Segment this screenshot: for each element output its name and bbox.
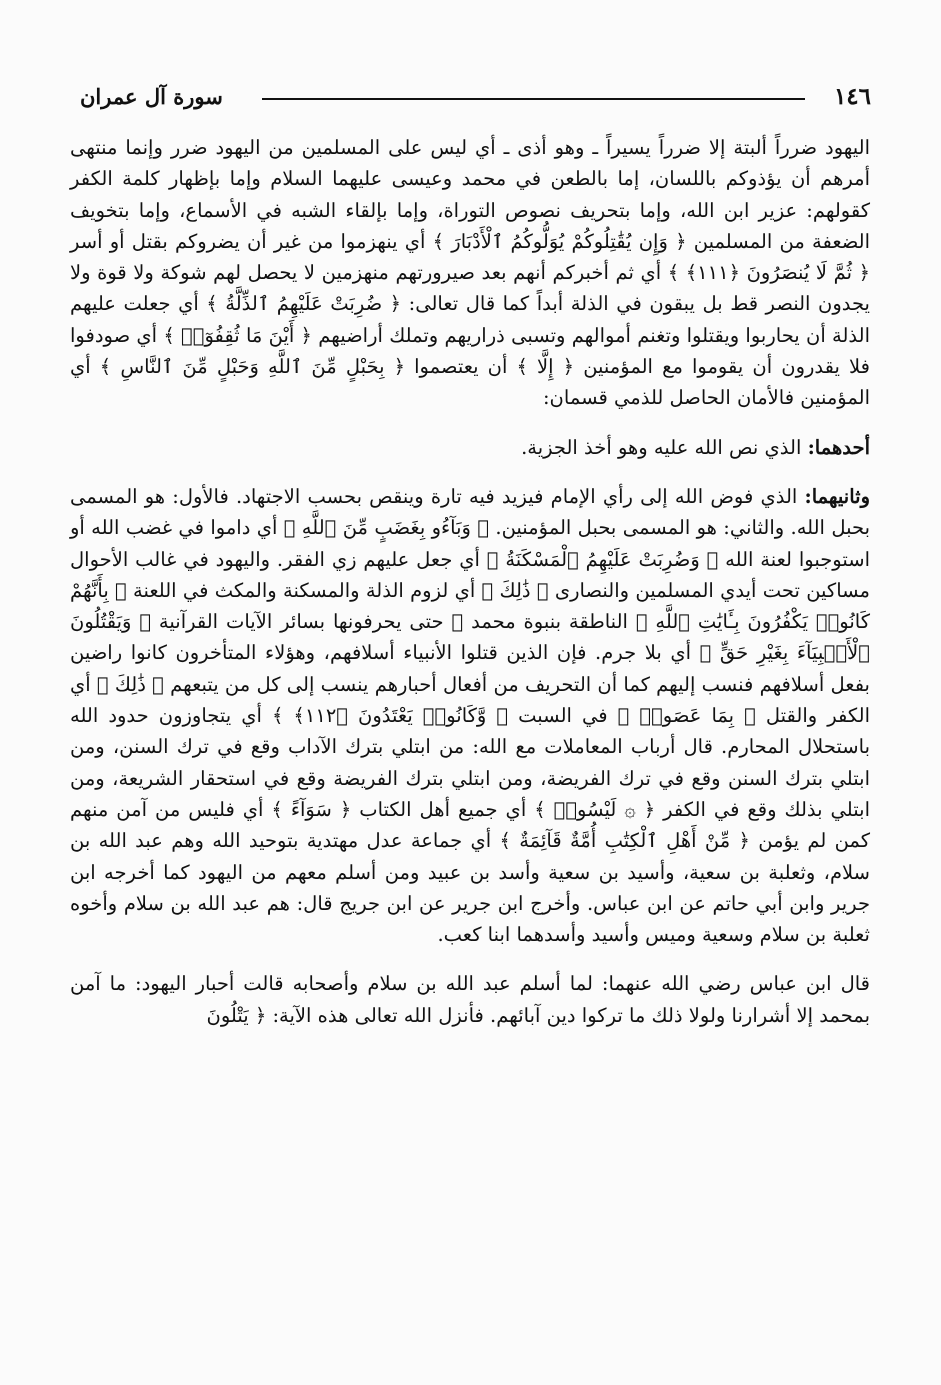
body-text xyxy=(70,132,870,1031)
paragraph-lead: وثانيهما: xyxy=(804,484,870,508)
paragraph-text: الذي نص الله عليه وهو أخذ الجزية. xyxy=(521,435,808,459)
sura-title: سورة آل عمران xyxy=(80,84,223,109)
page-header xyxy=(80,82,871,112)
paragraph-lead: أحدهما: xyxy=(807,435,870,459)
paragraph-text: الذي فوض الله إلى رأي الإمام فيزيد فيه تارة وينقص بحسب الاجتهاد. فالأول: هو المسمى بحبل الله. والثاني: هو المسمى بحبل المؤمنين. ﴿ وَبَآءُو بِغَضَبٍ مِّنَ ٱللَّهِ ﴾ أي داموا في غضب الله أو استوجبوا لعنة الله ﴿ وَضُرِبَتْ عَلَيْهِمُ ٱلْمَسْكَنَةُ ﴾ أي جعل عليهم زي الفقر. واليهود في غالب الأحوال مساكين تحت أيدي المسلمين والنصارى ﴿ ذَٰلِكَ ﴾ أي لزوم الذلة والمسكنة والمكث في اللعنة ﴿ بِأَنَّهُمْ كَانُوا۟ يَكْفُرُونَ بِـَٔايَٰتِ ٱللَّهِ ﴾ الناطقة بنبوة محمد ﷺ حتى يحرفونها بسائر الآيات القرآنية ﴿ وَيَقْتُلُونَ ٱلْأَنۢبِيَآءَ بِغَيْرِ حَقٍّ ﴾ أي بلا جرم. فإن الذين قتلوا الأنبياء أسلافهم، وهؤلاء المتأخرون كانوا راضين بفعل أسلافهم فنسب إليهم كما أن التحريف من أفعال أحبارهم ينسب إلى كل من يتبعهم ﴿ ذَٰلِكَ ﴾ أي الكفر والقتل ﴿ بِمَا عَصَوا۟ ﴾ في السبت ﴿ وَّكَانُوا۟ يَعْتَدُونَ ﴿١١٢﴾ ﴾ أي يتجاوزون حدود الله باستحلال المحارم. قال أرباب المعاملات مع الله: من ابتلي بترك الآداب وقع في ترك السنن، ومن ابتلي بترك السنن وقع في ترك الفريضة، ومن ابتلي بترك الفريضة وقع في استحقار الشريعة، ومن ابتلي بذلك وقع في الكفر ﴿ ۞ لَيْسُوا۟ ﴾ أي جميع أهل الكتاب ﴿ سَوَآءً ﴾ أي فليس من آمن منهم كمن لم يؤمن ﴿ مِّنْ أَهْلِ ٱلْكِتَٰبِ أُمَّةٌ قَآئِمَةٌ ﴾ أي جماعة عدل مهتدية بتوحيد الله وهم عبد الله بن سلام، وثعلبة بن سعية، وأسيد بن سعية وأسد بن عبيد ومن أسلم معهم من اليهود كما أخرجه ابن جرير وابن أبي حاتم عن ابن عباس. وأخرج ابن جرير عن ابن جريج قال: هم عبد الله بن سلام وأخوه ثعلبة بن سلام وسعية وميس وأسيد وأسدهما ابنا كعب. xyxy=(70,484,870,947)
paragraph-4 xyxy=(70,968,870,1031)
paragraph-1 xyxy=(70,132,870,414)
paragraph-text: اليهود ضرراً ألبتة إلا ضرراً يسيراً ـ وهو أذى ـ أي ليس على المسلمين من اليهود ضرر وإنما منتهى أمرهم أن يؤذوكم باللسان، إما بالطعن في محمد وعيسى عليهما السلام وإما بإظهار كلمة الكفر كقولهم: عزير ابن الله، وإما بتحريف نصوص التوراة، وإما بإلقاء الشبه في الأسماع، وإما بتخويف الضعفة من المسلمين ﴿ وَإِن يُقَٰتِلُوكُمْ يُوَلُّوكُمُ ٱلْأَدْبَارَ ﴾ أي ينهزموا من غير أن يضروكم بقتل أو أسر ﴿ ثُمَّ لَا يُنصَرُونَ ﴿١١١﴾ ﴾ أي ثم أخبركم أنهم بعد صيرورتهم منهزمين لا يحصل لهم شوكة ولا قوة ولا يجدون النصر قط بل يبقون في الذلة أبداً كما قال تعالى: ﴿ ضُرِبَتْ عَلَيْهِمُ ٱلذِّلَّةُ ﴾ أي جعلت عليهم الذلة أن يحاربوا ويقتلوا وتغنم أموالهم وتسبى ذراريهم وتملك أراضيهم ﴿ أَيْنَ مَا ثُقِفُوٓا۟ ﴾ أي صودفوا فلا يقدرون أن يقوموا مع المؤمنين ﴿ إِلَّا ﴾ أن يعتصموا ﴿ بِحَبْلٍ مِّنَ ٱللَّهِ وَحَبْلٍ مِّنَ ٱلنَّاسِ ﴾ أي المؤمنين فالأمان الحاصل للذمي قسمان: xyxy=(70,136,870,410)
paragraph-text: قال ابن عباس رضي الله عنهما: لما أسلم عبد الله بن سلام وأصحابه قالت أحبار اليهود: ما آمن بمحمد إلا أشرارنا ولولا ذلك ما تركوا دين آبائهم. فأنزل الله تعالى هذه الآية: ﴿ يَتْلُونَ xyxy=(70,972,870,1027)
paragraph-2 xyxy=(70,432,870,463)
header-rule xyxy=(262,98,805,100)
paragraph-3 xyxy=(70,481,870,950)
page-number: ١٤٦ xyxy=(833,83,871,110)
